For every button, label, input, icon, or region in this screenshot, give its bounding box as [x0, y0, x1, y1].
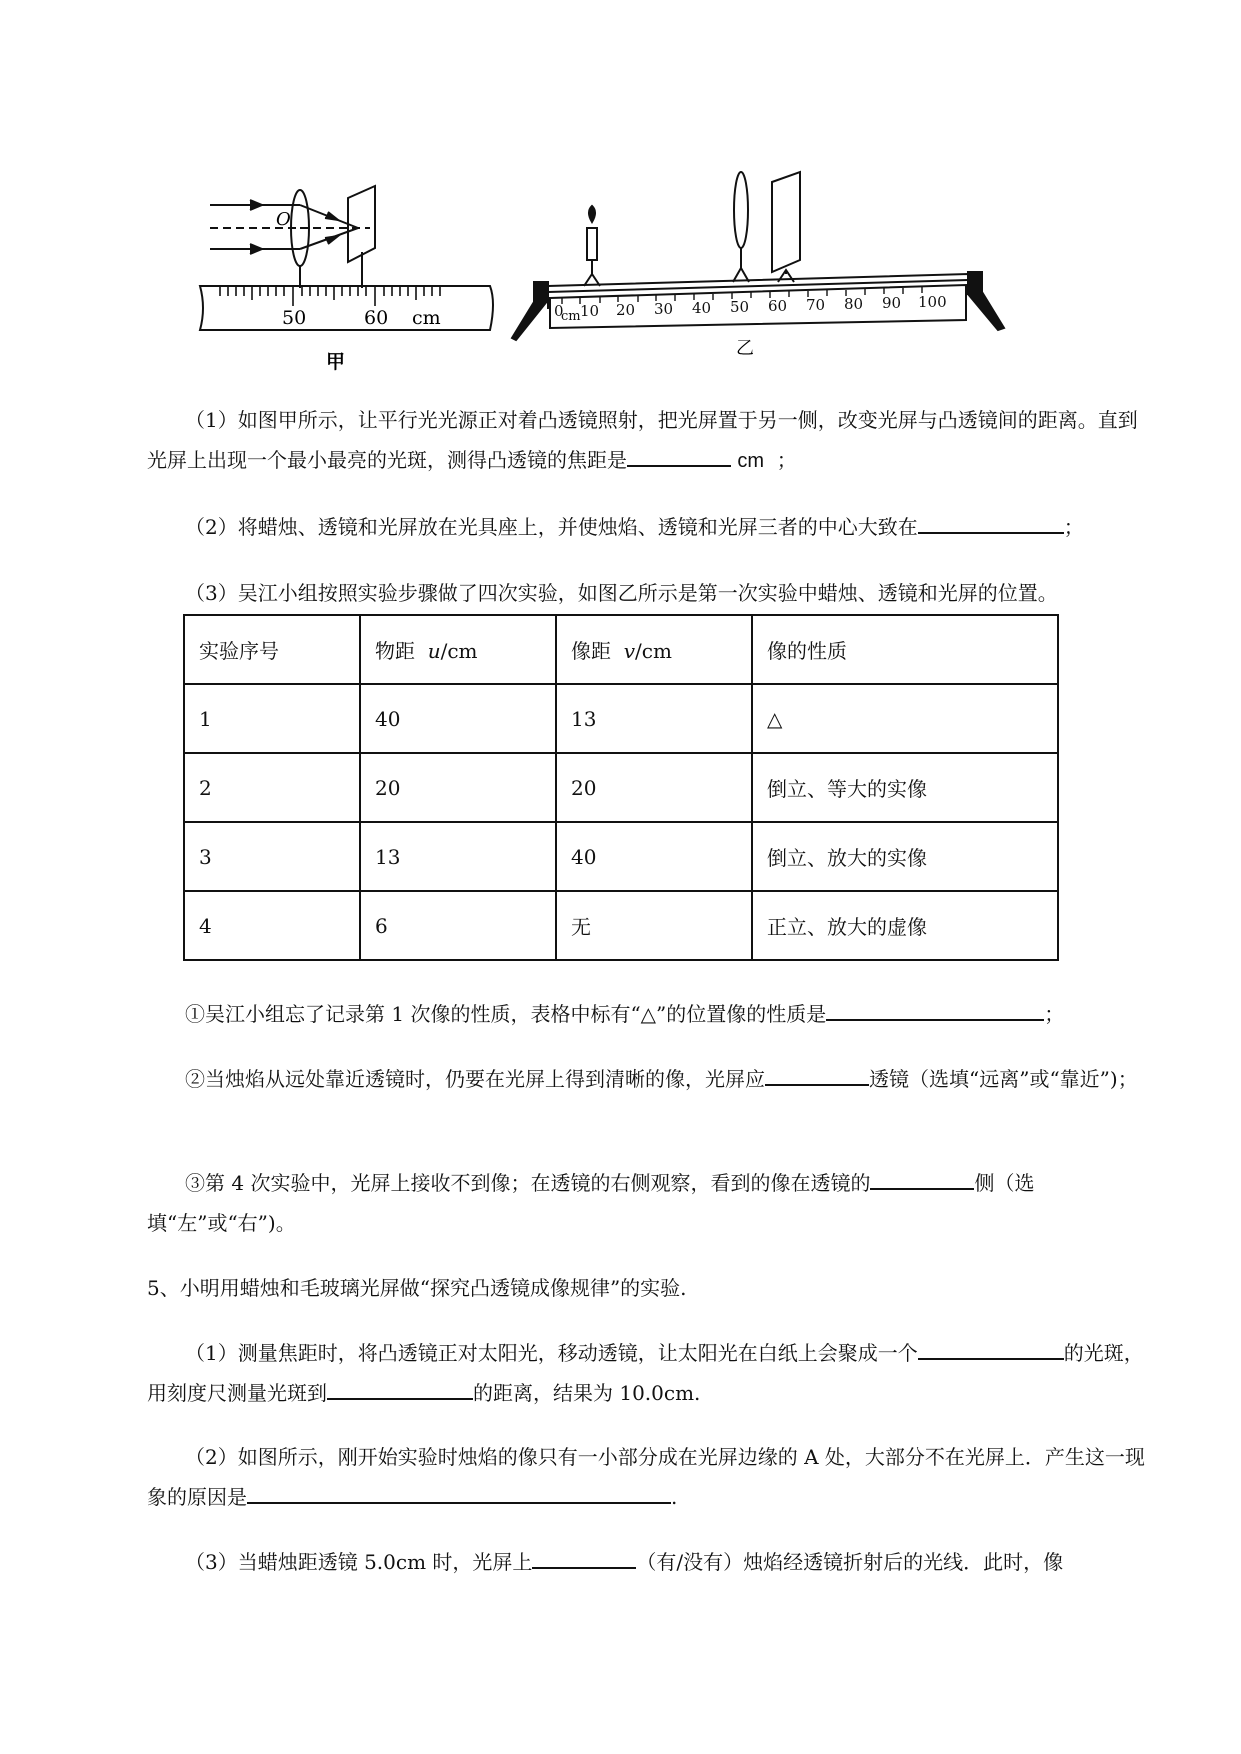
lens-yi: [734, 172, 748, 248]
tick-label-60: 60: [364, 307, 389, 329]
tick-label-20: 20: [616, 301, 636, 319]
answer-blank-has-rays[interactable]: [532, 1545, 636, 1569]
answer-blank-center-height[interactable]: [918, 510, 1064, 534]
screen-yi: [772, 172, 800, 272]
answer-blank-measure-target[interactable]: [327, 1376, 473, 1400]
label-o: O: [276, 209, 291, 230]
tick-unit-yi: cm: [561, 309, 581, 324]
experiment-table: [183, 614, 1059, 961]
question-5-1: （1）测量焦距时，将凸透镜正对太阳光，移动透镜，让太阳光在白纸上会聚成一个 的光斑，用刻度尺测量光斑到 的距离，结果为 10.0cm.: [147, 1333, 1157, 1413]
question-1: （1）如图甲所示，让平行光光源正对着凸透镜照射，把光屏置于另一侧，改变光屏与凸透镜间的距离。直到光屏上出现一个最小最亮的光斑，测得凸透镜的焦距是 cm ；: [147, 408, 1138, 472]
candle: [587, 228, 597, 260]
flame: [589, 206, 595, 222]
answer-blank-spot-shape[interactable]: [918, 1336, 1064, 1360]
question-5: 5、小明用蜡烛和毛玻璃光屏做“探究凸透镜成像规律”的实验.: [147, 1276, 687, 1300]
table-row: 3 13 40 倒立、放大的实像: [184, 822, 1058, 891]
sub-question-3: ③第 4 次实验中，光屏上接收不到像；在透镜的右侧观察，看到的像在透镜的 侧（选填“左”或“右”)。: [147, 1163, 1157, 1243]
question-5-3: （3）当蜡烛距透镜 5.0cm 时，光屏上 （有/没有）烛焰经透镜折射后的光线．此时，像: [147, 1542, 1157, 1582]
caption-jia: 甲: [326, 351, 346, 373]
tick-label-50: 50: [282, 307, 307, 329]
question-3: （3）吴江小组按照实验步骤做了四次实验，如图乙所示是第一次实验中蜡烛、透镜和光屏的位置。: [185, 581, 1058, 605]
question-5-2: （2）如图所示，刚开始实验时烛焰的像只有一小部分成在光屏边缘的 A 处，大部分不在光屏上．产生这一现象的原因是 .: [147, 1445, 1145, 1509]
figure-jia: [190, 178, 510, 378]
tick-unit-jia: cm: [412, 307, 441, 329]
sub-question-1: ①吴江小组忘了记录第 1 次像的性质，表格中标有“△”的位置像的性质是 ；: [147, 994, 1157, 1034]
answer-blank-image-nature[interactable]: [826, 997, 1044, 1021]
tick-label-0: 0: [554, 302, 564, 320]
answer-blank-focal-length[interactable]: [627, 443, 731, 467]
tick-label-90: 90: [882, 294, 902, 312]
table-header-row: [184, 615, 1058, 684]
tick-label-100: 100: [918, 293, 947, 311]
table-row: 2 20 20 倒立、等大的实像: [184, 753, 1058, 822]
sub-question-2: ②当烛焰从远处靠近透镜时，仍要在光屏上得到清晰的像，光屏应 透镜（选填“远离”或“靠近”)；: [147, 1059, 1157, 1099]
answer-blank-reason[interactable]: [247, 1480, 671, 1504]
tick-label-60: 60: [768, 297, 788, 315]
table-row: 1 40 13 △: [184, 684, 1058, 753]
answer-blank-image-side[interactable]: [870, 1166, 974, 1190]
screen-jia: [348, 186, 375, 262]
answer-blank-screen-direction[interactable]: [765, 1062, 869, 1086]
tick-label-40: 40: [692, 299, 712, 317]
tick-label-80: 80: [844, 295, 864, 313]
tick-label-70: 70: [806, 296, 826, 314]
tick-label-50: 50: [730, 298, 750, 316]
question-2: （2）将蜡烛、透镜和光屏放在光具座上，并使烛焰、透镜和光屏三者的中心大致在 ；: [147, 507, 1157, 547]
stand-left: [512, 282, 548, 340]
header-nature: 像的性质: [752, 615, 1058, 684]
caption-yi: 乙: [736, 338, 754, 359]
header-v: 像距 v/cm: [556, 615, 752, 684]
tick-label-10: 10: [580, 302, 600, 320]
header-u: 物距 u/cm: [360, 615, 556, 684]
stand-right: [968, 272, 1004, 330]
tick-label-30: 30: [654, 300, 674, 318]
header-seq: 实验序号: [184, 615, 360, 684]
table-row: 4 6 无 正立、放大的虚像: [184, 891, 1058, 960]
figure-yi: [510, 170, 1010, 370]
